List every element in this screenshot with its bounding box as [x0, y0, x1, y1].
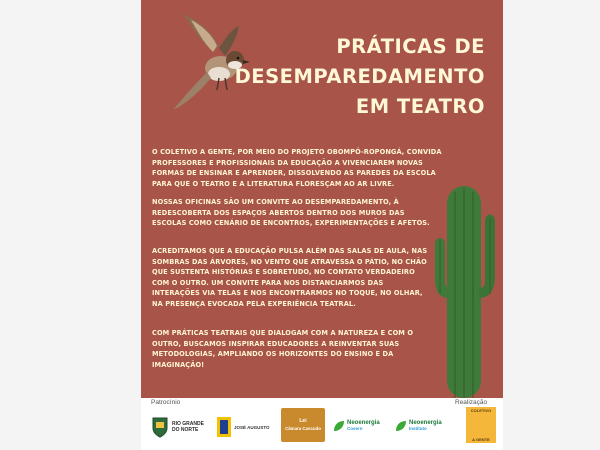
logo-rio-grande-do-norte [151, 414, 209, 440]
fja-logo-text: JOSÉ AUGUSTO [234, 424, 270, 430]
logo-lei-camara-cascudo [281, 408, 325, 442]
realization-label: Realização [455, 399, 488, 406]
fja-mark-icon [217, 417, 231, 437]
logo-coletivo-a-gente [466, 407, 496, 443]
neoenergia-leaf-icon-2 [395, 420, 407, 432]
neoenergia-leaf-icon [333, 420, 345, 432]
rn-logo-line-2: DO NORTE [172, 427, 199, 433]
coletivo-logo-bottom: A GENTE [472, 437, 490, 442]
cultura-logo-line-2: Câmara Cascudo [285, 426, 321, 431]
cactus-illustration [427, 178, 503, 398]
paragraph-4: COM PRÁTICAS TEATRAIS QUE DIALOGAM COM A NATUREZA E COM O OUTRO, BUSCAMOS INSPIRAR EDUCADORES A REINVENTAR SUAS METODOLOGIAS, AMPLIANDO OS HORIZONTES DO ENSINO E DA IMAGINAÇÃO! [152, 329, 414, 369]
title-line-3: EM TEATRO [355, 95, 485, 118]
paragraph-1: O COLETIVO A GENTE, POR MEIO DO PROJETO OBOMPÓ-ROPONGÁ, CONVIDA PROFESSORES E PROFISSIONAIS DA EDUCAÇÃO A VIVENCIAREM NOVAS FORMAS DE ENSINAR E APRENDER, DISSOLVENDO AS PAREDES DA ESCOLA PARA QUE O TEATRO E A LITERATURA FLORESÇAM AO AR LIVRE. [152, 148, 442, 188]
poster-title [235, 32, 485, 122]
title-line-2: DESEMPAREDAMENTO [234, 65, 485, 88]
coletivo-logo-top: COLETIVO [470, 408, 492, 413]
rn-crest-icon [151, 416, 169, 438]
paragraph-2: NOSSAS OFICINAS SÃO UM CONVITE AO DESEMPAREDAMENTO, À REDESCOBERTA DOS ESPAÇOS ABERTOS DENTRO DOS MUROS DAS ESCOLAS COMO CENÁRIO DE ENCONTROS, EXPERIMENTAÇÕES E AFETOS. [152, 198, 430, 228]
neo1-name: Neoenergia [347, 420, 380, 426]
rn-logo-line-1: RIO GRANDE [172, 421, 204, 427]
cactus-right-arm [479, 215, 495, 299]
neo2-name: Neoenergia [409, 420, 442, 426]
logo-neoenergia-instituto [395, 414, 453, 438]
paragraph-3: ACREDITAMOS QUE A EDUCAÇÃO PULSA ALÉM DAS SALAS DE AULA, NAS SOMBRAS DAS ÁRVORES, NO VENTO QUE ATRAVESSA O PÁTIO, NO CHÃO QUE SUSTENTA HISTÓRIAS E SOBRETUDO, NO CONTATO VERDADEIRO COM O OUTRO. UM CONVITE PARA NOS DISTANCIARMOS DAS INTERAÇÕES VIA TELAS E NOS ENCONTRARMOS NO TOQUE, NO OLHAR, NA PRESENÇA EVOCADA PELA EXPERIÊNCIA TEATRAL. [152, 247, 428, 308]
bird-tail [173, 72, 211, 110]
logo-neoenergia-cosern [333, 414, 389, 438]
cultura-logo-line-1: Lei [299, 418, 307, 424]
footer-logos [141, 398, 503, 450]
neo1-sub: Cosern [347, 426, 363, 431]
sponsor-label: Patrocínio [151, 399, 181, 406]
title-line-1: PRÁTICAS DE [336, 35, 485, 58]
event-poster [141, 0, 503, 398]
logo-fundacao-jose-augusto [217, 414, 275, 440]
neo2-sub: Instituto [409, 426, 427, 431]
